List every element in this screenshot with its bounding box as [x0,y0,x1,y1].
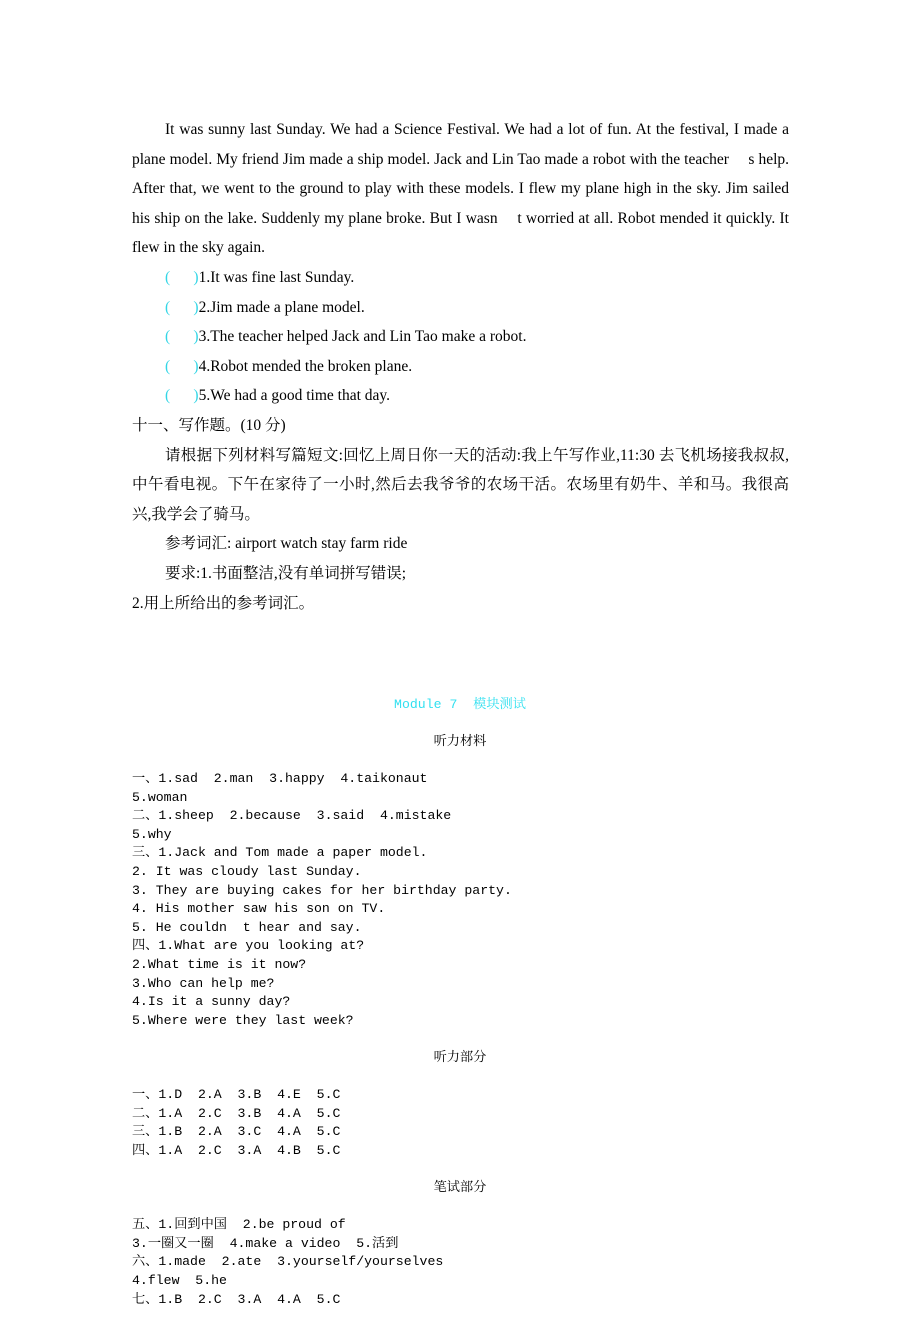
answer-line: 5. He couldn t hear and say. [132,919,362,935]
listening-material-heading: 听力材料 [433,733,487,749]
answer-line: 六、1.made 2.ate 3.yourself/yourselves [132,1254,444,1270]
reading-section [132,115,789,618]
answer-line: 3.Who can help me? [132,975,275,991]
writing-vocab: 参考词汇: airport watch stay farm ride [165,535,408,553]
answer-line: 2. It was cloudy last Sunday. [132,863,362,879]
answer-key-title: Module 7 模块测试 [394,696,526,712]
answer-line: 一、1.sad 2.man 3.happy 4.taikonaut [132,770,428,786]
answer-line: 4.flew 5.he [132,1273,227,1288]
answer-line: 5.why [132,826,172,842]
answer-line: 5.Where were they last week? [132,1012,354,1028]
question-item: ( )1.It was fine last Sunday. [165,268,355,286]
question-item: ( )2.Jim made a plane model. [165,298,365,316]
listening-part-heading: 听力部分 [433,1049,487,1065]
answer-line: 2.What time is it now? [132,956,307,972]
answer-line: 七、1.B 2.C 3.A 4.A 5.C [132,1291,341,1307]
answer-key [132,677,792,1328]
answer-line: 5.woman [132,789,188,805]
answer-line: 四、1.What are you looking at? [132,938,365,954]
answer-line: 一、1.D 2.A 3.B 4.E 5.C [132,1087,341,1103]
answer-line: 3. They are buying cakes for her birthday party. [132,882,512,898]
question-item: ( )4.Robot mended the broken plane. [165,357,413,375]
answer-line: 二、1.A 2.C 3.B 4.A 5.C [132,1105,341,1121]
reading-passage: It was sunny last Sunday. We had a Science Festival. We had a lot of fun. At the festival, I made a plane model. My friend Jim made a ship model. Jack and Lin Tao made a robot with the teacher s help. After that, we went to the ground to play with these models. I flew my plane high in the sky. Jim sailed his ship on the lake. Suddenly my plane broke. But I wasn t worried at all. Robot mended it quickly. It flew in the sky again. [132,121,789,257]
writing-requirement-2: 2.用上所给出的参考词汇。 [132,594,315,612]
question-item: ( )3.The teacher helped Jack and Lin Tao make a robot. [165,328,527,346]
answer-line: 4. His mother saw his son on TV. [132,901,386,917]
answer-line: 三、1.Jack and Tom made a paper model. [132,845,428,861]
writing-heading: 十一、写作题。(10 分) [132,416,286,434]
answer-line: 五、1.回到中国 2.be proud of [132,1217,346,1233]
listening-answers [132,1086,792,1160]
answer-line: 3.一圈又一圈 4.make a video 5.活到 [132,1235,399,1251]
answer-line: 四、1.A 2.C 3.A 4.B 5.C [132,1142,341,1158]
question-list [132,263,789,411]
question-item: ( )5.We had a good time that day. [165,387,391,405]
answer-line: 二、1.sheep 2.because 3.said 4.mistake [132,808,452,824]
answer-line: 三、1.B 2.A 3.C 4.A 5.C [132,1124,341,1140]
writing-requirement-1: 要求:1.书面整洁,没有单词拼写错误; [165,564,407,582]
writing-prompt: 请根据下列材料写篇短文:回忆上周日你一天的活动:我上午写作业,11:30 去飞机场接我叔叔,中午看电视。下午在家待了一小时,然后去我爷爷的农场干活。农场里有奶牛、羊和马。我很高兴,我学会了骑马。 [132,446,789,523]
written-part-heading: 笔试部分 [433,1180,487,1196]
written-answers [132,1216,792,1309]
listening-material-lines [132,770,792,1030]
answer-line: 4.Is it a sunny day? [132,994,291,1010]
